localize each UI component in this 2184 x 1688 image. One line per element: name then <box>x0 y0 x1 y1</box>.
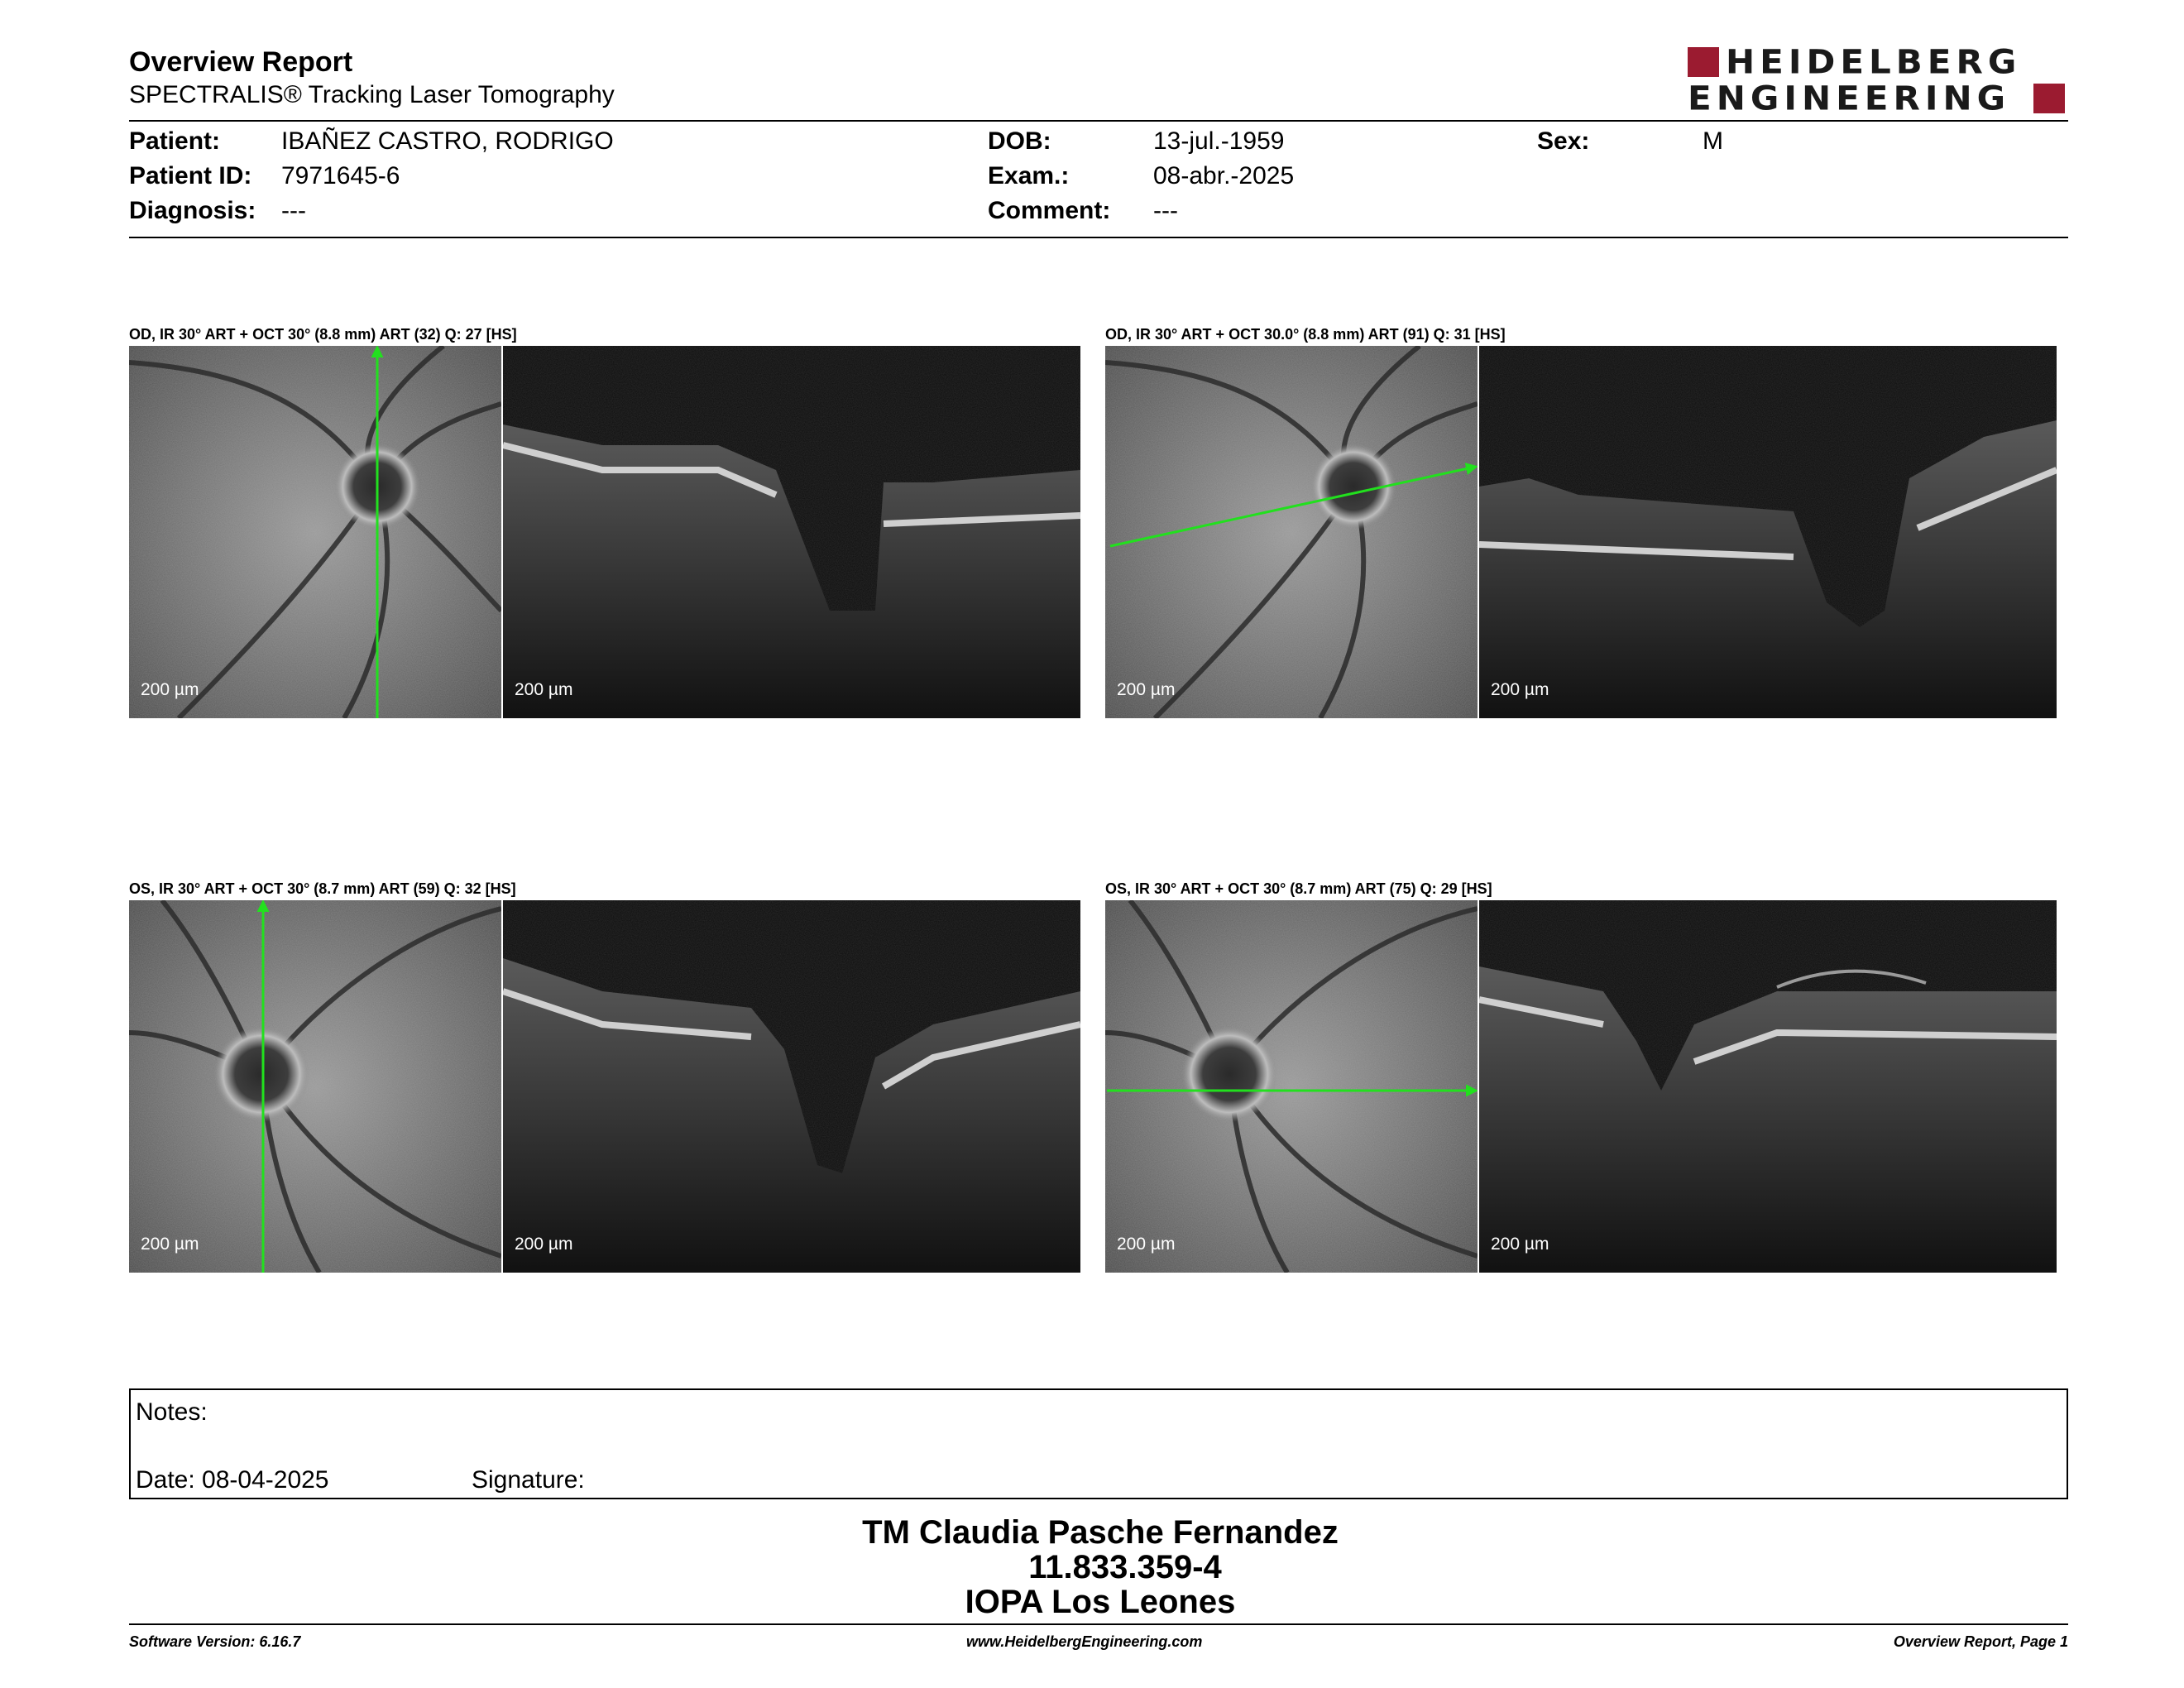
scan-caption-4: OS, IR 30° ART + OCT 30° (8.7 mm) ART (75) Q: 29 [HS] <box>1105 880 1492 897</box>
stamp-line1: TM Claudia Pasche Fernandez <box>862 1514 1339 1551</box>
oct-scale-2: 200 µm <box>1491 680 1549 699</box>
fundus-scale-3: 200 µm <box>141 1235 199 1254</box>
oct-scale-4: 200 µm <box>1491 1235 1549 1254</box>
comment-label: Comment: <box>988 197 1111 224</box>
date-label: Date: 08-04-2025 <box>136 1466 329 1494</box>
patient-label: Patient: <box>129 127 221 155</box>
logo-line1: HEIDELBERG <box>1726 42 2022 81</box>
fundus-scale-2: 200 µm <box>1117 680 1176 699</box>
stamp-line3: IOPA Los Leones <box>965 1584 1236 1620</box>
comment-value: --- <box>1153 197 1178 224</box>
fundus-scale-1: 200 µm <box>141 680 199 699</box>
software-version: Software Version: 6.16.7 <box>129 1633 301 1650</box>
oct-image-1 <box>503 346 1080 718</box>
scan-caption-3: OS, IR 30° ART + OCT 30° (8.7 mm) ART (59) Q: 32 [HS] <box>129 880 516 897</box>
dob-label: DOB: <box>988 127 1051 155</box>
website-link[interactable]: www.HeidelbergEngineering.com <box>966 1633 1203 1650</box>
diagnosis-value: --- <box>281 197 306 224</box>
fundus-image-4 <box>1105 900 1478 1273</box>
sex-label: Sex: <box>1537 127 1590 155</box>
report-subtitle: SPECTRALIS® Tracking Laser Tomography <box>129 81 615 108</box>
oct-image-3 <box>503 900 1080 1273</box>
fundus-image-3 <box>129 900 501 1273</box>
page-label: Overview Report, Page 1 <box>1893 1633 2068 1650</box>
logo-line2: ENGINEERING <box>1688 79 2011 117</box>
oct-image-2 <box>1479 346 2057 718</box>
fundus-image-2 <box>1105 346 1478 718</box>
signature-label: Signature: <box>472 1466 585 1494</box>
dob-value: 13-jul.-1959 <box>1153 127 1285 155</box>
heidelberg-logo <box>1688 42 2068 117</box>
fundus-scale-4: 200 µm <box>1117 1235 1176 1254</box>
oct-scale-3: 200 µm <box>515 1235 573 1254</box>
fundus-image-1 <box>129 346 501 718</box>
patient-id-label: Patient ID: <box>129 162 252 189</box>
exam-label: Exam.: <box>988 162 1070 189</box>
diagnosis-label: Diagnosis: <box>129 197 256 224</box>
oct-image-4 <box>1479 900 2057 1273</box>
patient-name: IBAÑEZ CASTRO, RODRIGO <box>281 127 614 155</box>
scan-caption-1: OD, IR 30° ART + OCT 30° (8.8 mm) ART (32) Q: 27 [HS] <box>129 326 517 343</box>
notes-box[interactable] <box>129 1388 2068 1499</box>
patient-id: 7971645-6 <box>281 162 400 189</box>
notes-label: Notes: <box>136 1398 208 1426</box>
stamp-line2: 11.833.359-4 <box>1028 1549 1222 1585</box>
exam-date: 08-abr.-2025 <box>1153 162 1295 189</box>
patient-divider <box>129 237 2068 238</box>
scan-caption-2: OD, IR 30° ART + OCT 30.0° (8.8 mm) ART (91) Q: 31 [HS] <box>1105 326 1506 343</box>
report-title: Overview Report <box>129 46 353 78</box>
oct-scale-1: 200 µm <box>515 680 573 699</box>
header-divider <box>129 120 2068 122</box>
footer-divider <box>129 1623 2068 1625</box>
sex-value: M <box>1703 127 1723 155</box>
